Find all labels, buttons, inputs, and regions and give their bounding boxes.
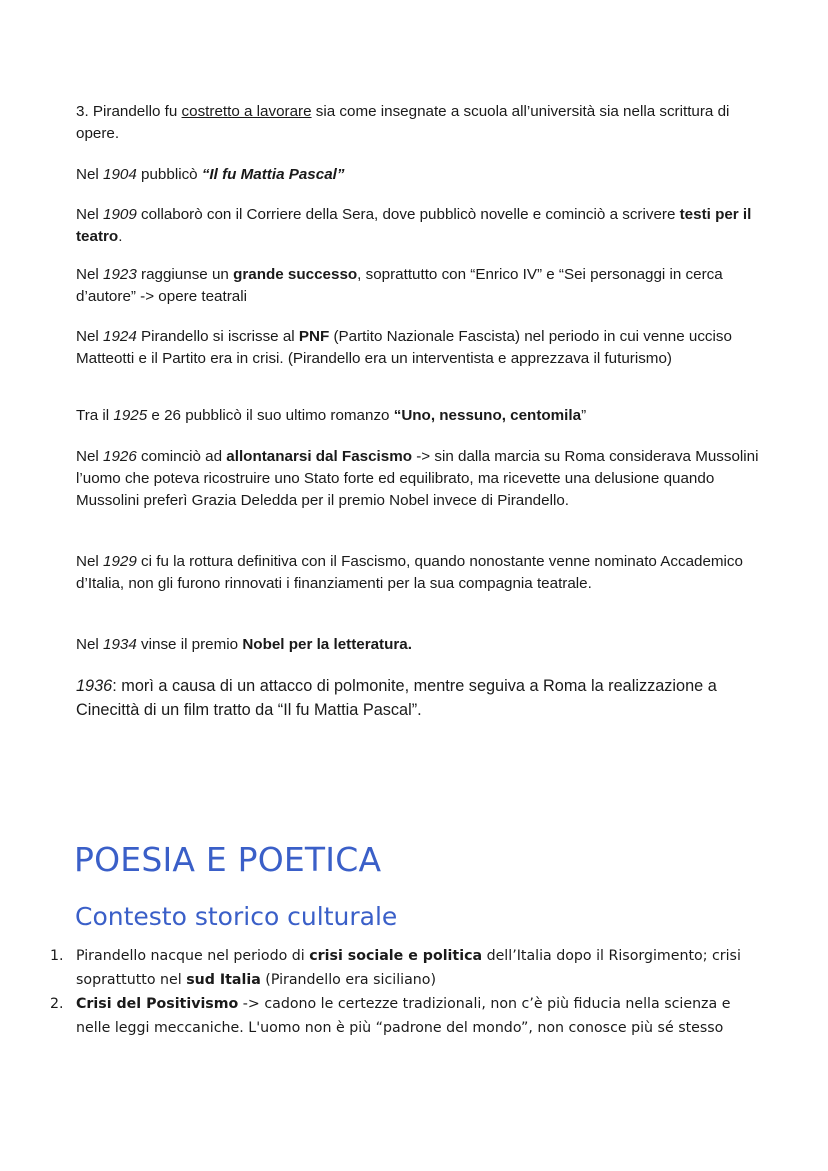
bold-text: sud Italia [186,972,261,988]
bold-text: grande successo [233,266,358,283]
list-item [50,944,766,992]
underlined-text: costretto a lavorare [181,103,312,120]
bold-text: allontanarsi dal Fascismo [226,448,412,465]
paragraph-1924 [76,326,766,370]
list-number: 2. [50,996,64,1012]
text: Nel [76,328,104,345]
text: , soprattutto con “Enrico IV” e “Sei personaggi in cerca d’autore” -> opere teatrali [76,266,723,305]
text: a causa di un attacco di polmonite, mentre seguiva a Roma la realizzazione a Cinecittà di un film tratto da “Il fu Mattia Pascal”. [76,677,717,719]
year: 1924 [103,328,137,345]
text: Pirandello si iscrisse al [136,328,299,345]
paragraph-work [76,101,766,145]
text: dell’Italia dopo il Risorgimento; crisi soprattutto nel [76,948,741,988]
year: 1929 [103,553,137,570]
text: raggiunse un [136,266,234,283]
section-heading: POESIA E POETICA [74,840,382,879]
text: Nel [76,553,104,570]
text: vinse il premio [136,636,243,653]
year: 1909 [103,206,137,223]
text: Nel [76,636,104,653]
paragraph-1929 [76,551,766,595]
text: collaborò con il Corriere della Sera, dove pubblicò novelle e cominciò a scrivere [136,206,680,223]
text: Nel [76,166,104,183]
text: ” [581,407,587,424]
bold-text: Crisi del Positivismo [76,996,239,1012]
year: 1926 [103,448,137,465]
list-item [50,992,766,1040]
year: 1936 [76,677,113,695]
text: morì [121,677,154,695]
text: Tra il [76,407,114,424]
text: . [118,228,123,245]
list-number: 1. [50,948,64,964]
text: Nel [76,266,104,283]
text: Nel [76,448,104,465]
text: Nel [76,206,104,223]
paragraph-1934 [76,634,766,656]
paragraph-1909 [76,204,766,248]
year: 1925 [113,407,148,424]
text: -> sin dalla marcia su Roma considerava Mussolini l’uomo che poteva ricostruire uno Stato forte ed equilibrato, ma ricevette una delusione quando Mussolini preferì Grazia Deledda per il premio Nobel invece di Pirandello. [76,448,759,509]
text: pubblicò [136,166,202,183]
text: -> cadono le certezze tradizionali, non c’è più fiducia nella scienza e nelle leggi meccaniche. L'uomo non è più “padrone del mondo”, non conosce più sé stesso [76,996,731,1036]
text: (Pirandello era siciliano) [260,972,436,988]
bold-text: PNF [298,328,330,345]
bold-text: testi per il teatro [76,206,752,245]
paragraph-1936 [76,674,766,722]
numbered-list [50,944,766,1040]
work-title: “Il fu Mattia Pascal” [201,166,345,183]
paragraph-1923 [76,264,766,308]
subsection-heading: Contesto storico culturale [75,902,398,931]
bold-text: “Uno, nessuno, centomila [393,407,582,424]
text: sia come insegnate a scuola all’università sia nella scrittura di opere. [76,103,730,142]
bold-text: crisi sociale e politica [309,948,483,964]
paragraph-1926 [76,446,766,512]
bold-text: Nobel per la letteratura. [242,636,412,653]
paragraph-1925 [76,405,766,427]
text: (Partito Nazionale Fascista) nel periodo in cui venne ucciso Matteotti e il Partito era in crisi. (Pirandello era un interventista e apprezzava il futurismo) [76,328,732,367]
text: e 26 pubblicò il suo ultimo romanzo [147,407,394,424]
paragraph-1904 [76,164,766,186]
year: 1904 [103,166,137,183]
text: ci fu la rottura definitiva con il Fascismo, quando nonostante venne nominato Accademico d’Italia, non gli furono rinnovati i finanziamenti per la sua compagnia teatrale. [76,553,743,592]
year: 1923 [103,266,137,283]
text: cominciò ad [136,448,227,465]
year: 1934 [103,636,137,653]
text: : [112,677,122,695]
text: Pirandello nacque nel periodo di [76,948,310,964]
text: 3. Pirandello fu [76,103,182,120]
